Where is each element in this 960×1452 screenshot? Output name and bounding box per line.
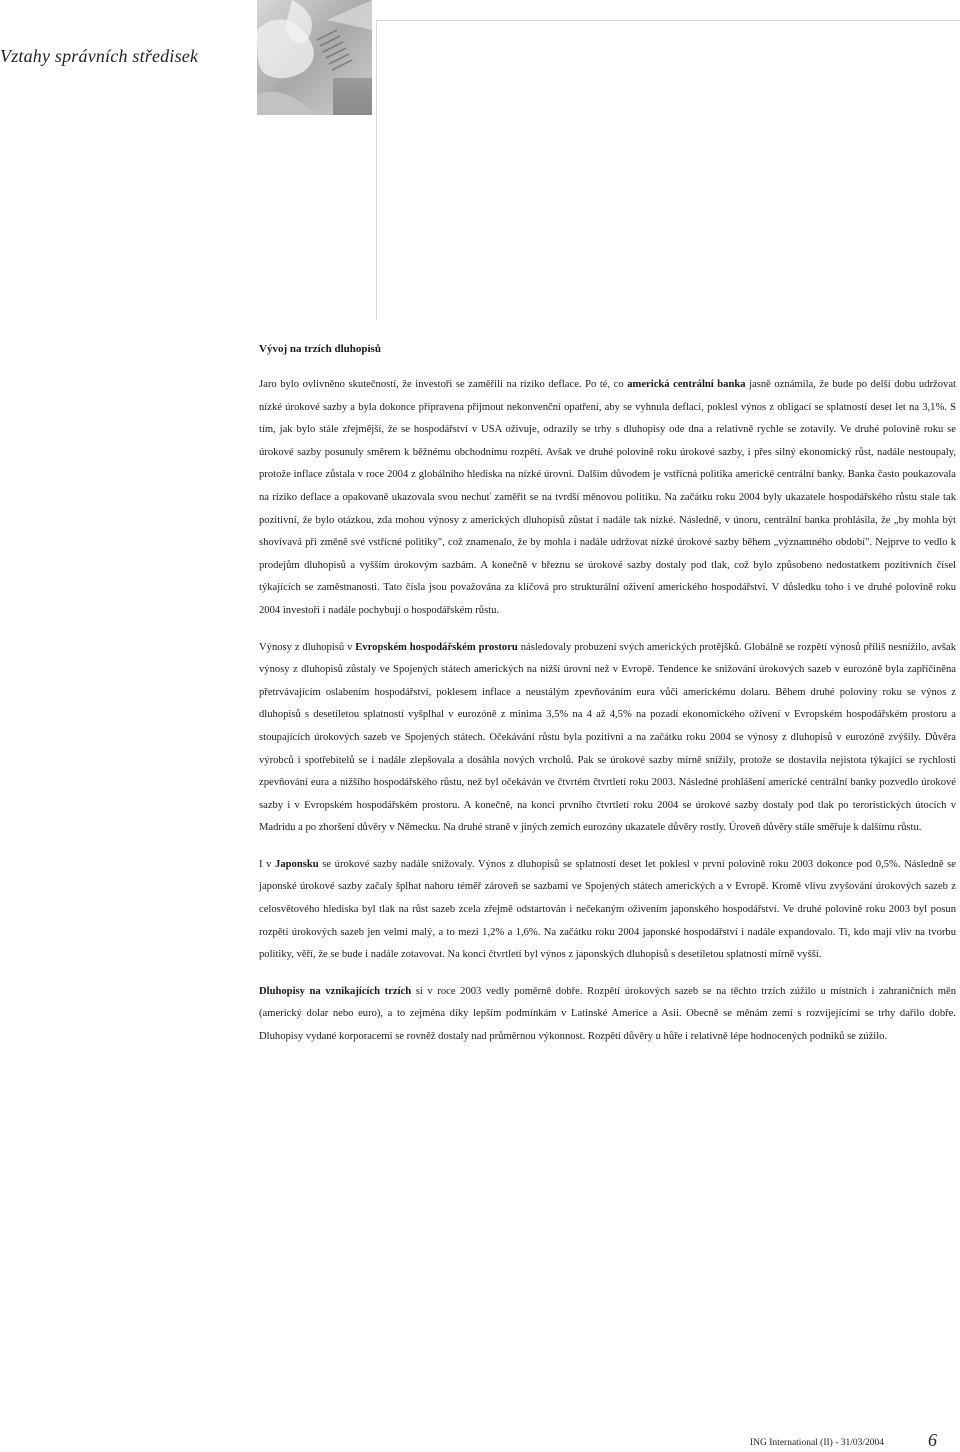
header-photo: [257, 0, 372, 115]
page-number: 6: [928, 1430, 937, 1450]
paragraph-text: následovaly probuzení svých amerických protějšků. Globálně se rozpětí výnosů příliš nesnížilo, avšak výnosy z dluhopisů zůstaly ve Spojených státech amerických na nižší úrovni než v Evropě. Tendence ke snižování úrokových sazeb v eurozóně byla zapříčiněna přetrvávajícím oslabením hospodářství, poklesem inflace a neustálým zpevňováním eura vůči americkému dolaru. Během druhé poloviny roku se výnos z dluhopisů s desetiletou splatností vyšplhal v eurozóně z minima 3,5% na 4 až 4,5% na pozadí ekonomického oživení v Evropském hospodářském prostoru a stoupajících úrokových sazeb ve Spojených státech. Očekávání růstu byla pozitivní a na začátku roku 2004 se výnosy z dluhopisů v eurozóně zvýšily. Důvěra výrobců i spotřebitelů se i nadále zlepšovala a dosáhla nových vrcholů. Pak se úrokové sazby mírně snížily, protože se dostavila nejistota týkající se rychlosti zpevňování eura a nižšího hospodářského růstu, než byl očekáván ve čtvrtém čtvrtletí roku 2003. Následné prohlášení americké centrální banky pozvedlo úrokové sazby i v Evropském hospodářském prostoru. A konečně, na konci prvního čtvrtletí roku 2004 se úrokové sazby dostaly pod tlak po teroristických útocích v Madridu a po zhoršení důvěry v Německu. Na druhé straně v jiných zemích eurozóny ukazatele důvěry rostly. Úroveň důvěry stále směřuje k dalšímu růstu.: [259, 641, 957, 834]
paragraph-japan: [259, 854, 956, 967]
article: [259, 342, 956, 1063]
keyword-us-central-bank: americká centrální banka: [627, 379, 746, 390]
footer-text: ING International (II) - 31/03/2004: [750, 1438, 885, 1448]
paragraph-text: Jaro bylo ovlivněno skutečností, že investoři se zaměřili na riziko deflace. Po té, co: [259, 379, 628, 390]
header-frame: [376, 20, 960, 320]
paragraph-usa: [259, 374, 956, 623]
keyword-japan: Japonsku: [275, 858, 319, 870]
paragraph-text: jasně oznámila, že bude po delší dobu udržovat nízké úrokové sazby a byla dokonce připravena přijmout nekonvenční opatření, aby se vyhnula deflaci, poklesl výnos z obligací se splatností deset let na 3,1%. S tím, jak bylo stále zřejmější, že se hospodářství v USA oživuje, odrazily se trhy s dluhopisy ode dna a relativně rychle se zotavily. Ve druhé polovině roku se úrokové sazby posunuly směrem k běžnému obchodnímu rozpětí. Avšak ve druhé polovině roku úrokové sazby, i přes silný ekonomický růst, nadále nestoupaly, protože inflace zůstala v roce 2004 z globálního hlediska na nízké úrovni. Dalším důvodem je vstřícná politika americké centrální banky. Banka často poukazovala na riziko deflace a opakovaně ukazovala svou nechuť zaměřit se na tvrdší měnovou politiku. Na začátku roku 2004 byly ukazatele hospodářského růstu stale tak pozitivní, že bylo otázkou, zda mohou výnosy z amerických dluhopisů zůstat i nadále tak nízké. Následně, v únoru, centrální banka prohlásila, že „by mohla být shovívavá při změně své vstřícné politiky", což znamenalo, že by mohla i nadále udržovat nízké úrokové sazby během „významného období". Nejprve to vedlo k prodejům dluhopisů a vyšším úrokovým sazbám. A konečně v březnu se úrokové sazby dostaly pod tlak, což bylo způsobeno nedostatkem pozitivních čísel týkajících se zaměstnanosti. Tato čísla jsou považována za klíčová pro strukturální oživení amerického hospodářství. V důsledku toho i ve druhé polovině roku 2004 investoři i nadále pochybují o hospodářském růstu.: [259, 379, 956, 616]
section-title: Vztahy správních středisek: [0, 46, 199, 66]
paragraph-europe: [259, 637, 956, 840]
paragraph-text: Výnosy z dluhopisů v: [259, 641, 356, 653]
paragraph-emerging-markets: [259, 981, 956, 1049]
paragraph-text: se úrokové sazby nadále snižovaly. Výnos z dluhopisů se splatností deset let poklesl v první polovině roku 2003 dokonce pod 0,5%. Následně se japonské úrokové sazby začaly šplhat nahoru téměř zároveň se sazbami ve Spojených státech amerických a v Evropě. Kromě vlivu zvyšování úrokových sazeb z celosvětového hlediska byl tlak na růst sazeb zcela zřejmě odstartován i nečekaným oživením japonského hospodářství. Ve druhé polovině roku 2003 byl posun rozpětí úrokových sazeb jen velmi malý, a to mezi 1,2% a 1,6%. Na začátku roku 2004 japonské hospodářství i nadále expandovalo. Ti, kdo mají vliv na tvorbu politiky, věří, že se bude i nadále zotavovat. Na konci čtvrtletí byl výnos z japonských dluhopisů s desetiletou splatností mírně vyšší.: [259, 858, 956, 961]
article-heading: Vývoj na trzích dluhopisů: [259, 343, 381, 355]
keyword-european-economic-area: Evropském hospodářském prostoru: [355, 641, 518, 653]
header-photo-graphic: [257, 0, 372, 115]
keyword-emerging-markets: Dluhopisy na vznikajících trzích: [259, 985, 412, 997]
paragraph-text: I v: [259, 858, 276, 870]
paragraph-text: si v roce 2003 vedly poměrně dobře. Rozpětí úrokových sazeb se na těchto trzích zúžilo u místních i zahraničních měn (americký dolar nebo euro), a to zejména díky lepším podmínkám v Latinské Americe a Asii. Obecně se měnám zemí s rozvíjejícími se trhy dařilo dobře. Dluhopisy vydané korporacemi se rovněž dostaly nad průměrnou výkonnost. Rozpětí důvěry u hůře i relativně lépe hodnocených podniků se zúžilo.: [259, 985, 956, 1043]
